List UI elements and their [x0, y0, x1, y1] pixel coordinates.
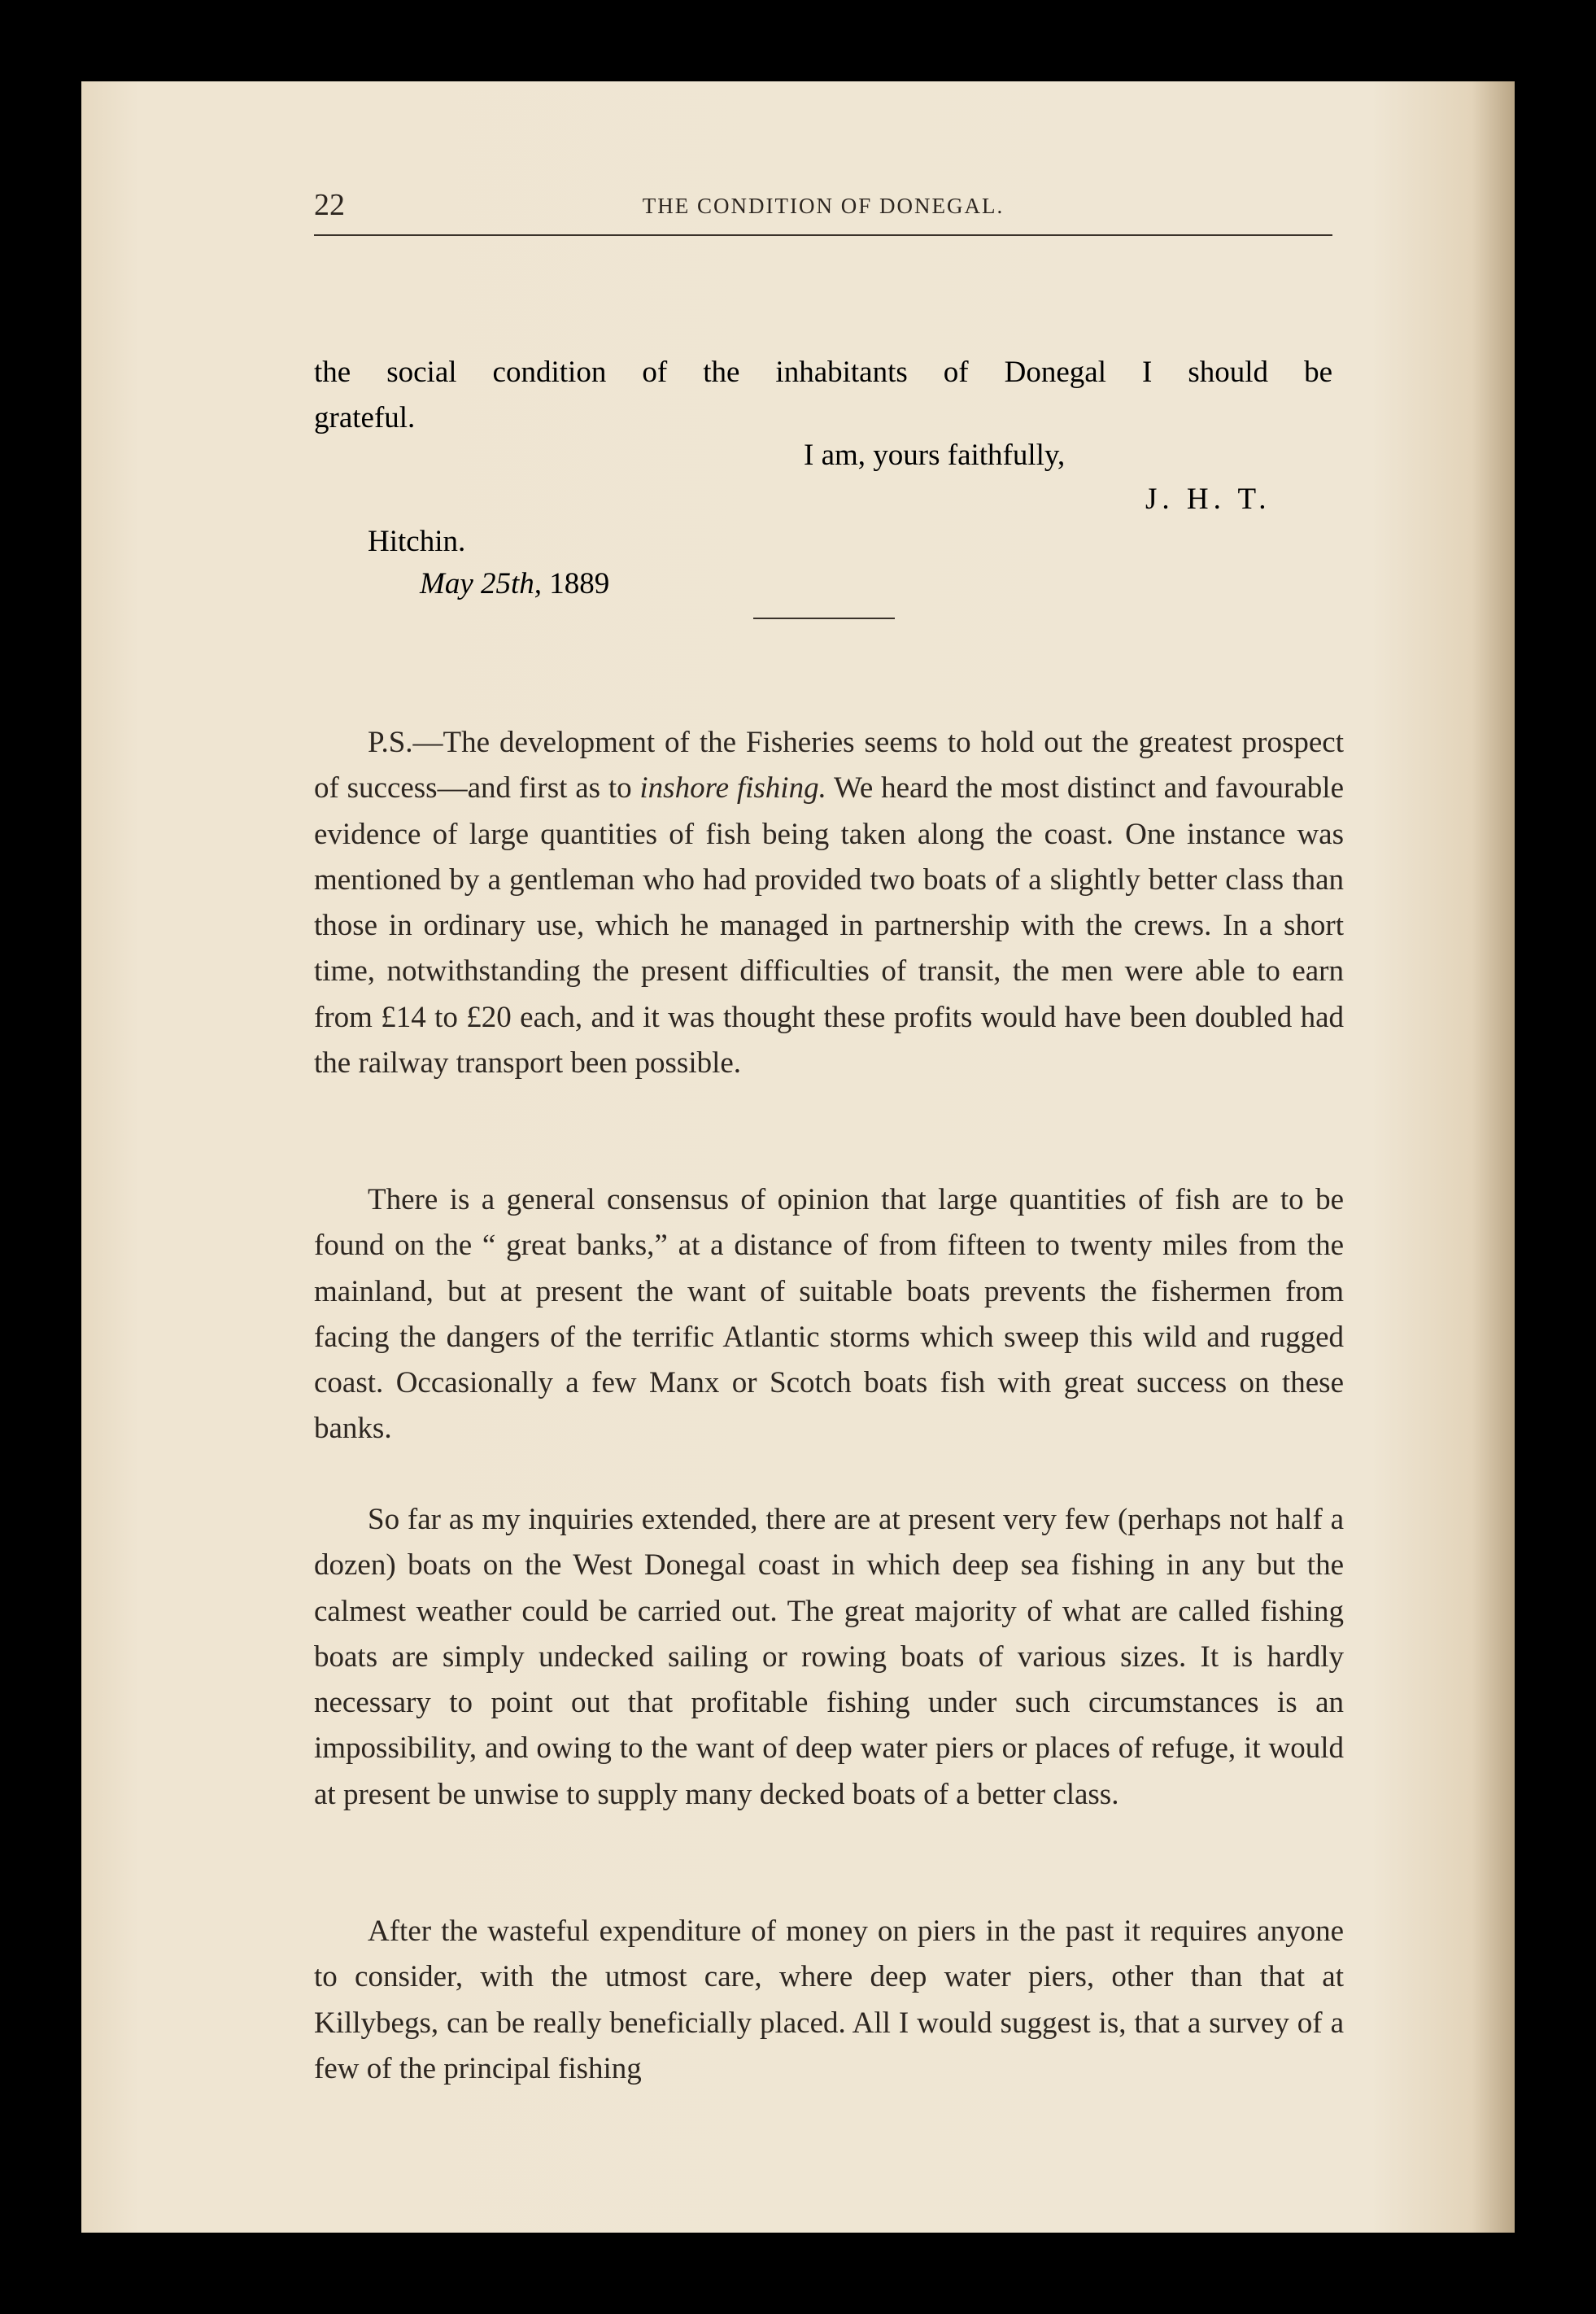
letter-place: Hitchin.	[368, 525, 466, 558]
ps-p1-italic: inshore fishing.	[639, 771, 826, 806]
letter-date-month: May 25th,	[420, 567, 543, 600]
page-number: 22	[314, 188, 345, 222]
letter-signature: J. H. T.	[1145, 482, 1271, 516]
letter-line-2: grateful.	[314, 401, 416, 434]
letter-date	[420, 561, 609, 607]
ps-paragraph-3: So far as my inquiries extended, there are at present very few (perhaps not half a dozen) boats on the West Donegal coast in which deep sea fishing in any but the calmest weather could be carried out. The great majority of what are called fishing boats are simply undecked sailing or rowing boats of various sizes. It is hardly necessary to point out that profitable fishing under such circumstances is an impossibility, and owing to the want of deep water piers or places of refuge, it would at present be unwise to supply many decked boats of a better class.	[314, 1503, 1344, 1811]
ps-p1-rest: We heard the most distinct and favourable evidence of large quantities of fish being taken along the coast. One instance was mentioned by a gentleman who had provided two boats of a slightly better class than those in ordinary use, which he managed in partnership with the crews. In a short time, notwithstanding the present difficulties of transit, the men were able to earn from £14 to £20 each, and it was thought these profits would have been doubled had the railway transport been possible.	[314, 771, 1344, 1081]
letter-line-1: the social condition of the inhabitants of Donegal I should be	[314, 356, 1332, 389]
letter-date-year: 1889	[549, 567, 610, 600]
running-title: THE CONDITION OF DONEGAL.	[642, 194, 1005, 218]
letter-closing: I am, yours faithfully,	[804, 439, 1066, 472]
ps-paragraph-1	[314, 720, 1344, 1086]
ps-paragraph-2: There is a general consensus of opinion that large quantities of fish are to be found on the “ great banks,” at a distance of from fifteen to twenty miles from the mainland, but at present the want of suitable boats prevents the fishermen from facing the dangers of the terrific Atlantic storms which sweep this wild and rugged coast. Occasionally a few Manx or Scotch boats fish with great success on these banks.	[314, 1183, 1344, 1446]
section-divider	[753, 618, 895, 619]
ps-p1-start: P.S.—The development of the Fisheries seems to hold out the greatest prospect of success—and first as to	[314, 726, 1344, 806]
ps-paragraph-4: After the wasteful expenditure of money on piers in the past it requires anyone to consider, with the utmost care, where deep water piers, other than that at Killybegs, can be really beneficially placed. All I would suggest is, that a survey of a few of the principal fishing	[314, 1915, 1344, 2085]
page-header	[314, 186, 1332, 236]
